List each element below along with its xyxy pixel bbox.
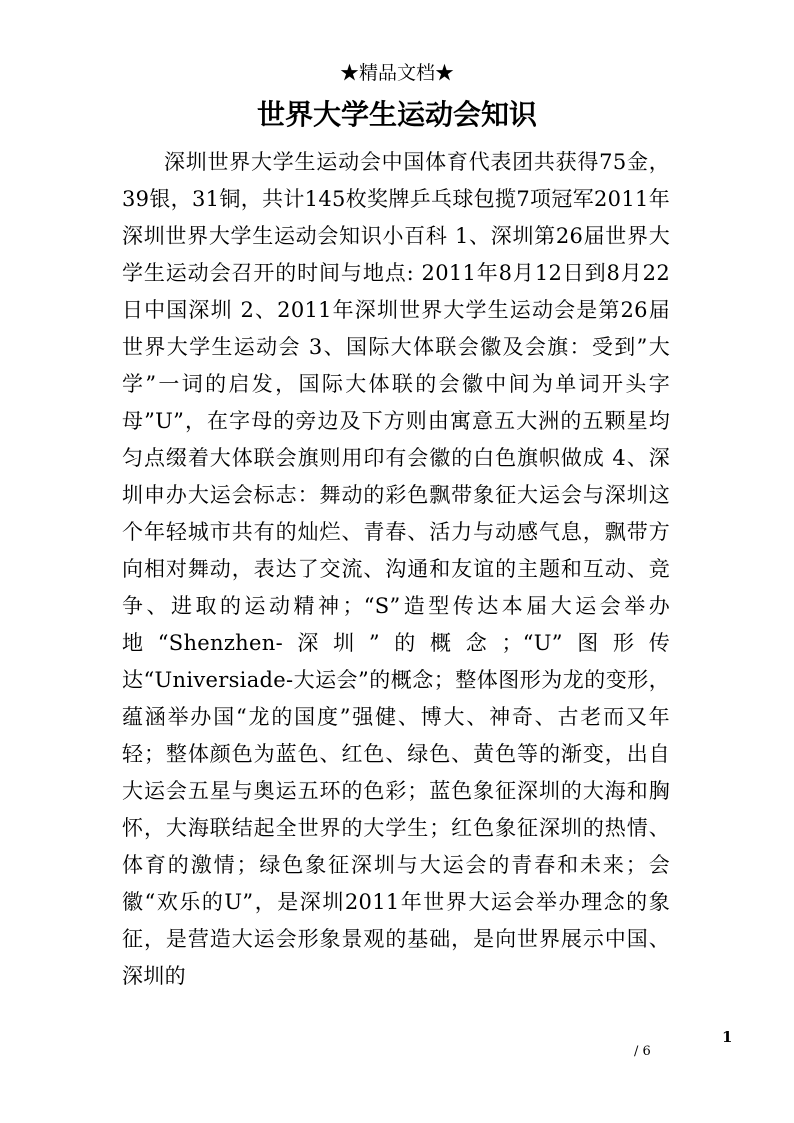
page-number: 1 (722, 1028, 733, 1046)
document-title: 世界大学生运动会知识 (256, 98, 537, 131)
page-total: / 6 (634, 1044, 651, 1059)
header-mark: ★精品文档★ (339, 62, 454, 84)
body-paragraph: 深圳世界大学生运动会中国体育代表团共获得75金，39银，31铜，共计145枚奖牌乒乓球包揽7项冠军2011年深圳世界大学生运动会知识小百科 1、深圳第26届世界大学生运动会召开的时间与地点: 2011年8月12日到8月22日中国深圳 2、2011年深圳世界大学生运动会是第26届世界大学生运动会 3、国际大体联会徽及会旗：受到”大学”一词的启发，国际大体联的会徽中间为单词开头字母”U”，在字母的旁边及下方则由寓意五大洲的五颗星均匀点缀着大体联会旗则用印有会徽的白色旗帜做成 4、深圳申办大运会标志：舞动的彩色飘带象征大运会与深圳这个年轻城市共有的灿烂、青春、活力与动感气息，飘带方向相对舞动，表达了交流、沟通和友谊的主题和互动、竞争、进取的运动精神；“S”造型传达本届大运会举办地“Shenzhen-深圳”的概念；“U”图形传达“Universiade-大运会”的概念；整体图形为龙的变形，蕴涵举办国“龙的国度”强健、博大、神奇、古老而又年轻；整体颜色为蓝色、红色、绿色、黄色等的渐变，出自大运会五星与奥运五环的色彩；蓝色象征深圳的大海和胸怀，大海联结起全世界的大学生；红色象征深圳的热情、体育的激情；绿色象征深圳与大运会的青春和未来；会徽“欢乐的U”，是深圳2011年世界大运会举办理念的象征，是营造大运会形象景观的基础，是向世界展示中国、深圳的 (122, 150, 670, 988)
